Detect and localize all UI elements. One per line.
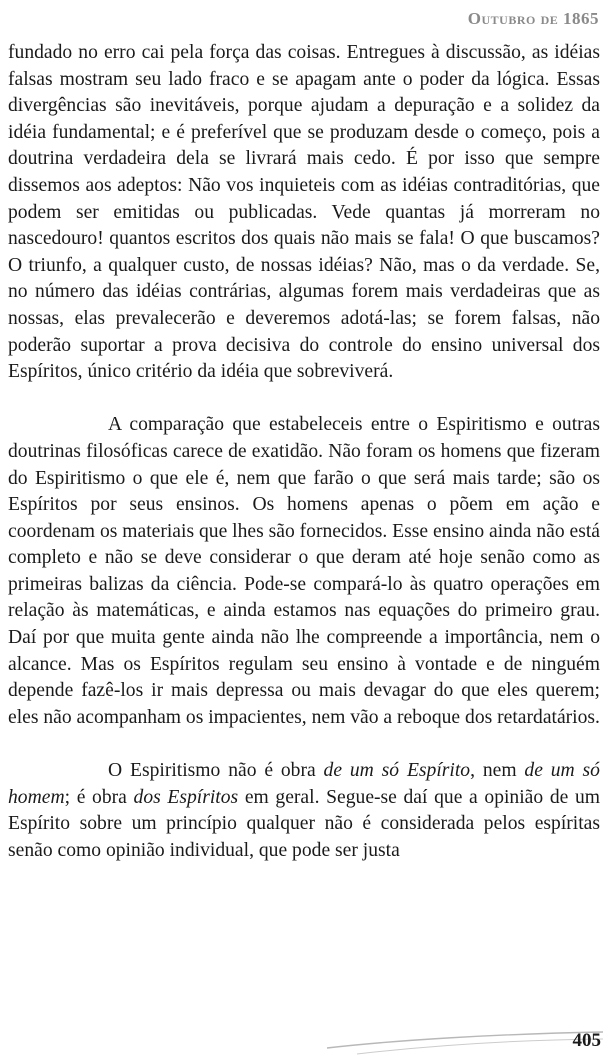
paragraph-3-text-2: , nem [470, 760, 525, 782]
paragraph-1: fundado no erro cai pela força das coisas. Entregues à discussão, as idéias falsas mostram seu lado fraco e se apagam ante o poder da lógica. Essas divergências são inevitáveis, porque ajudam a depuração e a solidez da idéia fundamental; e é preferível que se produzam desde o começo, pois a doutrina verdadeira dela se livrará mais cedo. É por isso que sempre dissemos aos adeptos: Não vos inquieteis com as idéias contraditórias, que podem ser emitidas ou publicadas. Vede quantas já morreram no nascedouro! quantos escritos dos quais não mais se fala! O que buscamos? O triunfo, a qualquer custo, de nossas idéias? Não, mas o da verdade. Se, no número das idéias contrárias, algumas forem mais verdadeiras que as nossas, elas prevalecerão e deveremos adotá-las; se forem falsas, não poderão suportar a prova decisiva do controle do ensino universal dos Espíritos, único critério da idéia que sobreviverá. [8, 42, 600, 383]
paragraph-3 [8, 758, 600, 864]
footer-swoosh-ornament [307, 1010, 607, 1060]
page-footer [307, 1010, 607, 1060]
paragraph-2: A comparação que estabeleceis entre o Espiritismo e outras doutrinas filosóficas carece de exatidão. Não foram os homens que fizeram do Espiritismo o que ele é, nem que farão o que será mais tarde; são os Espíritos por seus ensinos. Os homens apenas o põem em ação e coordenam os materiais que lhes são fornecidos. Esse ensino ainda não está completo e não se deve considerar o que deram até hoje senão como as primeiras balizas da ciência. Pode-se compará-lo às quatro operações em relação às matemáticas, e ainda estamos nas equações do primeiro grau. Daí por que muita gente ainda não lhe compreende a importância, nem o alcance. Mas os Espíritos regulam seu ensino à vontade e de ninguém depende fazê-los ir mais depressa ou mais devagar do que eles querem; eles não acompanham os impacientes, nem vão a reboque dos retardatários. [8, 414, 600, 728]
paragraph-3-emphasis-1: de um só Espírito [323, 760, 471, 782]
paragraph-3-text-3: ; é obra [64, 786, 134, 808]
running-header: Outubro de 1865 [467, 9, 599, 28]
page-number: 405 [572, 1030, 601, 1051]
paragraph-3-text-1: O Espiritismo não é obra [108, 760, 324, 782]
paragraph-3-emphasis-3: dos Espíritos [133, 786, 239, 808]
paragraph-3-text-4: em geral. Segue-se daí que a opinião de um Espírito sobre um princípio qualquer não é considerada pelos espíritas senão como opinião individual, que pode ser justa [8, 786, 601, 861]
paragraph-3-emphasis-2: de um só homem [8, 760, 600, 808]
page-body [8, 40, 600, 864]
